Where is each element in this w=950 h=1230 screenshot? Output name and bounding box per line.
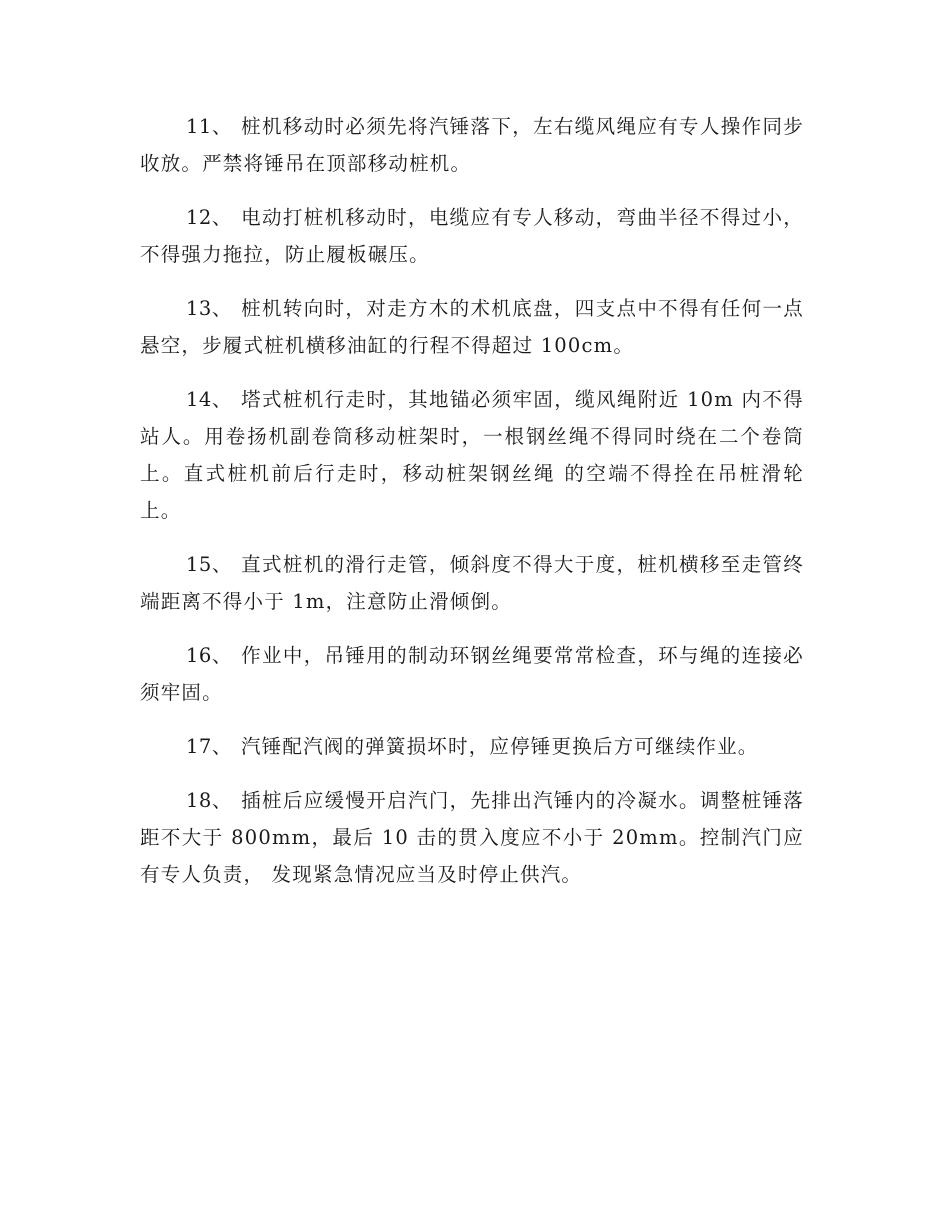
paragraph-14 <box>140 381 804 529</box>
paragraph-number: 14、 <box>186 388 232 411</box>
paragraph-number: 17、 <box>186 735 232 758</box>
paragraph-text: 插桩后应缓慢开启汽门，先排出汽锤内的冷凝水。调整桩锤落距不大于 800mm，最后 10 击的贯入度应不小于 20mm。控制汽门应有专人负责， 发现紧急情况应当及时停止供汽。 <box>140 789 804 886</box>
paragraph-text: 塔式桩机行走时，其地锚必须牢固，缆风绳附近 10m 内不得站人。用卷扬机副卷筒移动桩架时，一根钢丝绳不得同时绕在二个卷筒上。直式桩机前后行走时，移动桩架钢丝绳 的空端不得拴在吊桩滑轮上。 <box>140 388 804 522</box>
paragraph-number: 11、 <box>186 115 232 138</box>
paragraph-11 <box>140 108 804 182</box>
paragraph-number: 16、 <box>186 644 232 667</box>
paragraph-13 <box>140 290 804 364</box>
paragraph-12 <box>140 199 804 273</box>
paragraph-number: 15、 <box>186 553 232 576</box>
paragraph-number: 18、 <box>186 789 232 812</box>
paragraph-number: 12、 <box>186 206 232 229</box>
paragraph-text: 桩机转向时，对走方木的术机底盘，四支点中不得有任何一点悬空，步履式桩机横移油缸的行程不得超过 100cm。 <box>140 297 804 357</box>
paragraph-text: 直式桩机的滑行走管，倾斜度不得大于度，桩机横移至走管终端距离不得小于 1m，注意防止滑倾倒。 <box>140 553 804 613</box>
document-body <box>140 108 804 910</box>
paragraph-text: 桩机移动时必须先将汽锤落下，左右缆风绳应有专人操作同步收放。严禁将锤吊在顶部移动桩机。 <box>140 115 804 175</box>
paragraph-18 <box>140 782 804 893</box>
paragraph-16 <box>140 637 804 711</box>
paragraph-text: 汽锤配汽阀的弹簧损坏时，应停锤更换后方可继续作业。 <box>241 735 759 758</box>
paragraph-17 <box>140 728 804 765</box>
paragraph-15 <box>140 546 804 620</box>
paragraph-text: 作业中，吊锤用的制动环钢丝绳要常常检查，环与绳的连接必须牢固。 <box>140 644 804 704</box>
paragraph-text: 电动打桩机移动时，电缆应有专人移动，弯曲半径不得过小，不得强力拖拉，防止履板碾压。 <box>140 206 804 266</box>
paragraph-number: 13、 <box>186 297 232 320</box>
